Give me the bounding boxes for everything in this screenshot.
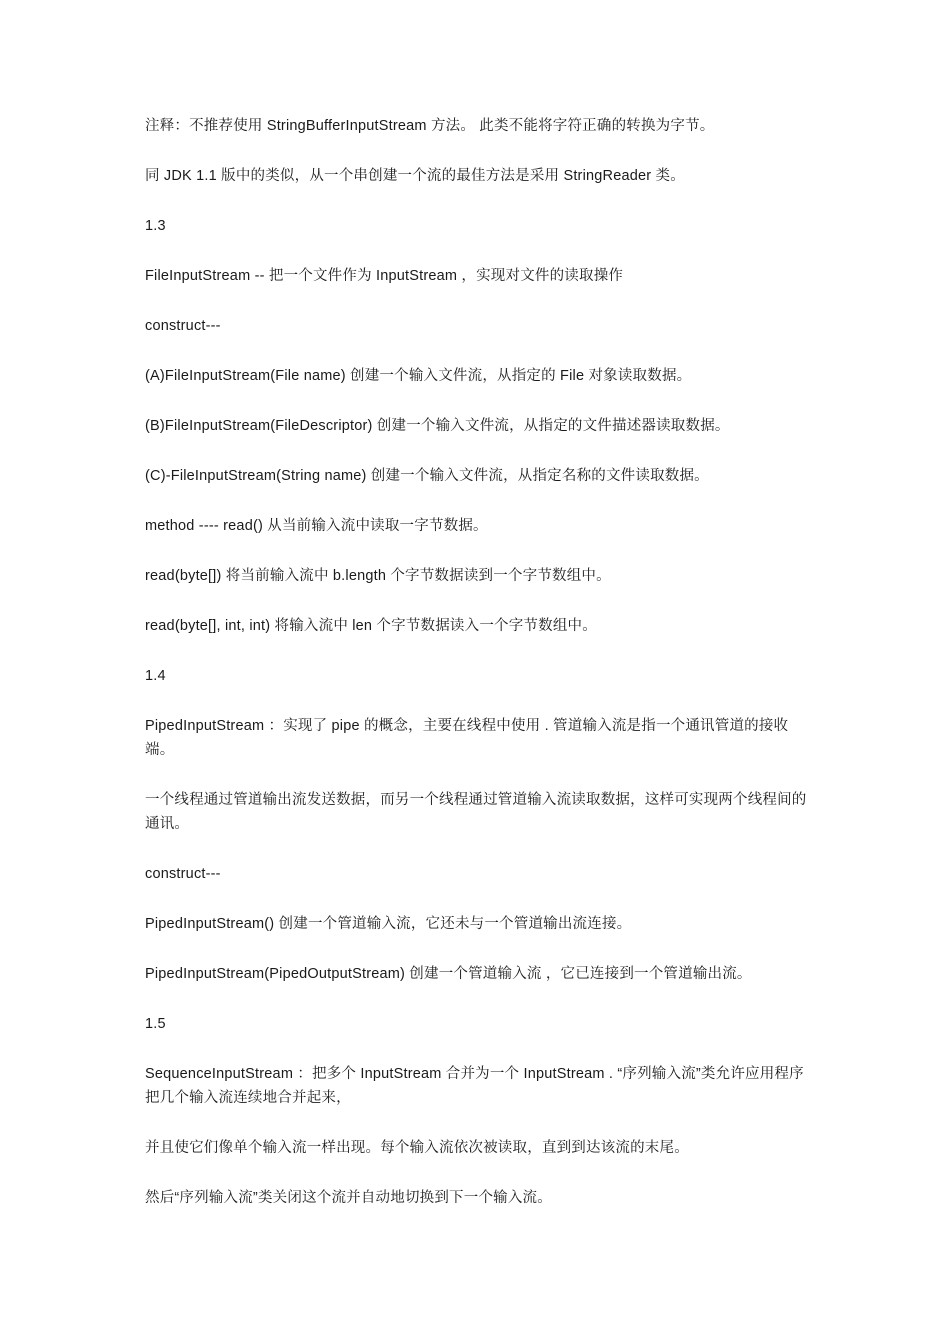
section-heading-1-3: 1.3 <box>145 218 166 234</box>
paragraph-sequence-behavior: 并且使它们像单个输入流一样出现。每个输入流依次被读取，直到到达该流的末尾。 <box>145 1140 689 1156</box>
paragraph-constructor-b: (B)FileInputStream(FileDescriptor) 创建一个输入文件流，从指定的文件描述器读取数据。 <box>145 418 730 434</box>
paragraph-stringreader-note: 同 JDK 1.1 版中的类似，从一个串创建一个流的最佳方法是采用 StringReader 类。 <box>145 168 685 184</box>
paragraph-construct-label-2: construct--- <box>145 866 221 882</box>
paragraph-pipe-communication: 一个线程通过管道输出流发送数据，而另一个线程通过管道输入流读取数据，这样可实现两个线程间的通讯。 <box>145 792 807 832</box>
paragraph-fileinputstream-intro: FileInputStream -- 把一个文件作为 InputStream ，实现对文件的读取操作 <box>145 268 624 284</box>
paragraph-method-read-range: read(byte[], int, int) 将输入流中 len 个字节数据读入一个字节数组中。 <box>145 618 597 634</box>
paragraph-sequenceinputstream-intro: SequenceInputStream ：把多个 InputStream 合并为一个 InputStream . “序列输入流”类允许应用程序把几个输入流连续地合并起来， <box>145 1066 804 1106</box>
paragraph-piped-constructor-a: PipedInputStream() 创建一个管道输入流，它还未与一个管道输出流连接。 <box>145 916 632 932</box>
paragraph-pipedinputstream-intro: PipedInputStream ：实现了 pipe 的概念，主要在线程中使用 . 管道输入流是指一个通讯管道的接收端。 <box>145 718 789 758</box>
document-body <box>145 114 810 1236</box>
paragraph-constructor-c: (C)-FileInputStream(String name) 创建一个输入文件流，从指定名称的文件读取数据。 <box>145 468 709 484</box>
paragraph-piped-constructor-b: PipedInputStream(PipedOutputStream) 创建一个管道输入流 ，它已连接到一个管道输出流。 <box>145 966 752 982</box>
paragraph-deprecation-note: 注释：不推荐使用 StringBufferInputStream 方法。 此类不能将字符正确的转换为字节。 <box>145 118 715 134</box>
paragraph-sequence-switch: 然后“序列输入流”类关闭这个流并自动地切换到下一个输入流。 <box>145 1190 552 1206</box>
paragraph-construct-label: construct--- <box>145 318 221 334</box>
paragraph-constructor-a: (A)FileInputStream(File name) 创建一个输入文件流，从指定的 File 对象读取数据。 <box>145 368 692 384</box>
section-heading-1-5: 1.5 <box>145 1016 166 1032</box>
section-heading-1-4: 1.4 <box>145 668 166 684</box>
paragraph-method-read: method ---- read() 从当前输入流中读取一字节数据。 <box>145 518 488 534</box>
paragraph-method-read-bytes: read(byte[]) 将当前输入流中 b.length 个字节数据读到一个字节数组中。 <box>145 568 611 584</box>
